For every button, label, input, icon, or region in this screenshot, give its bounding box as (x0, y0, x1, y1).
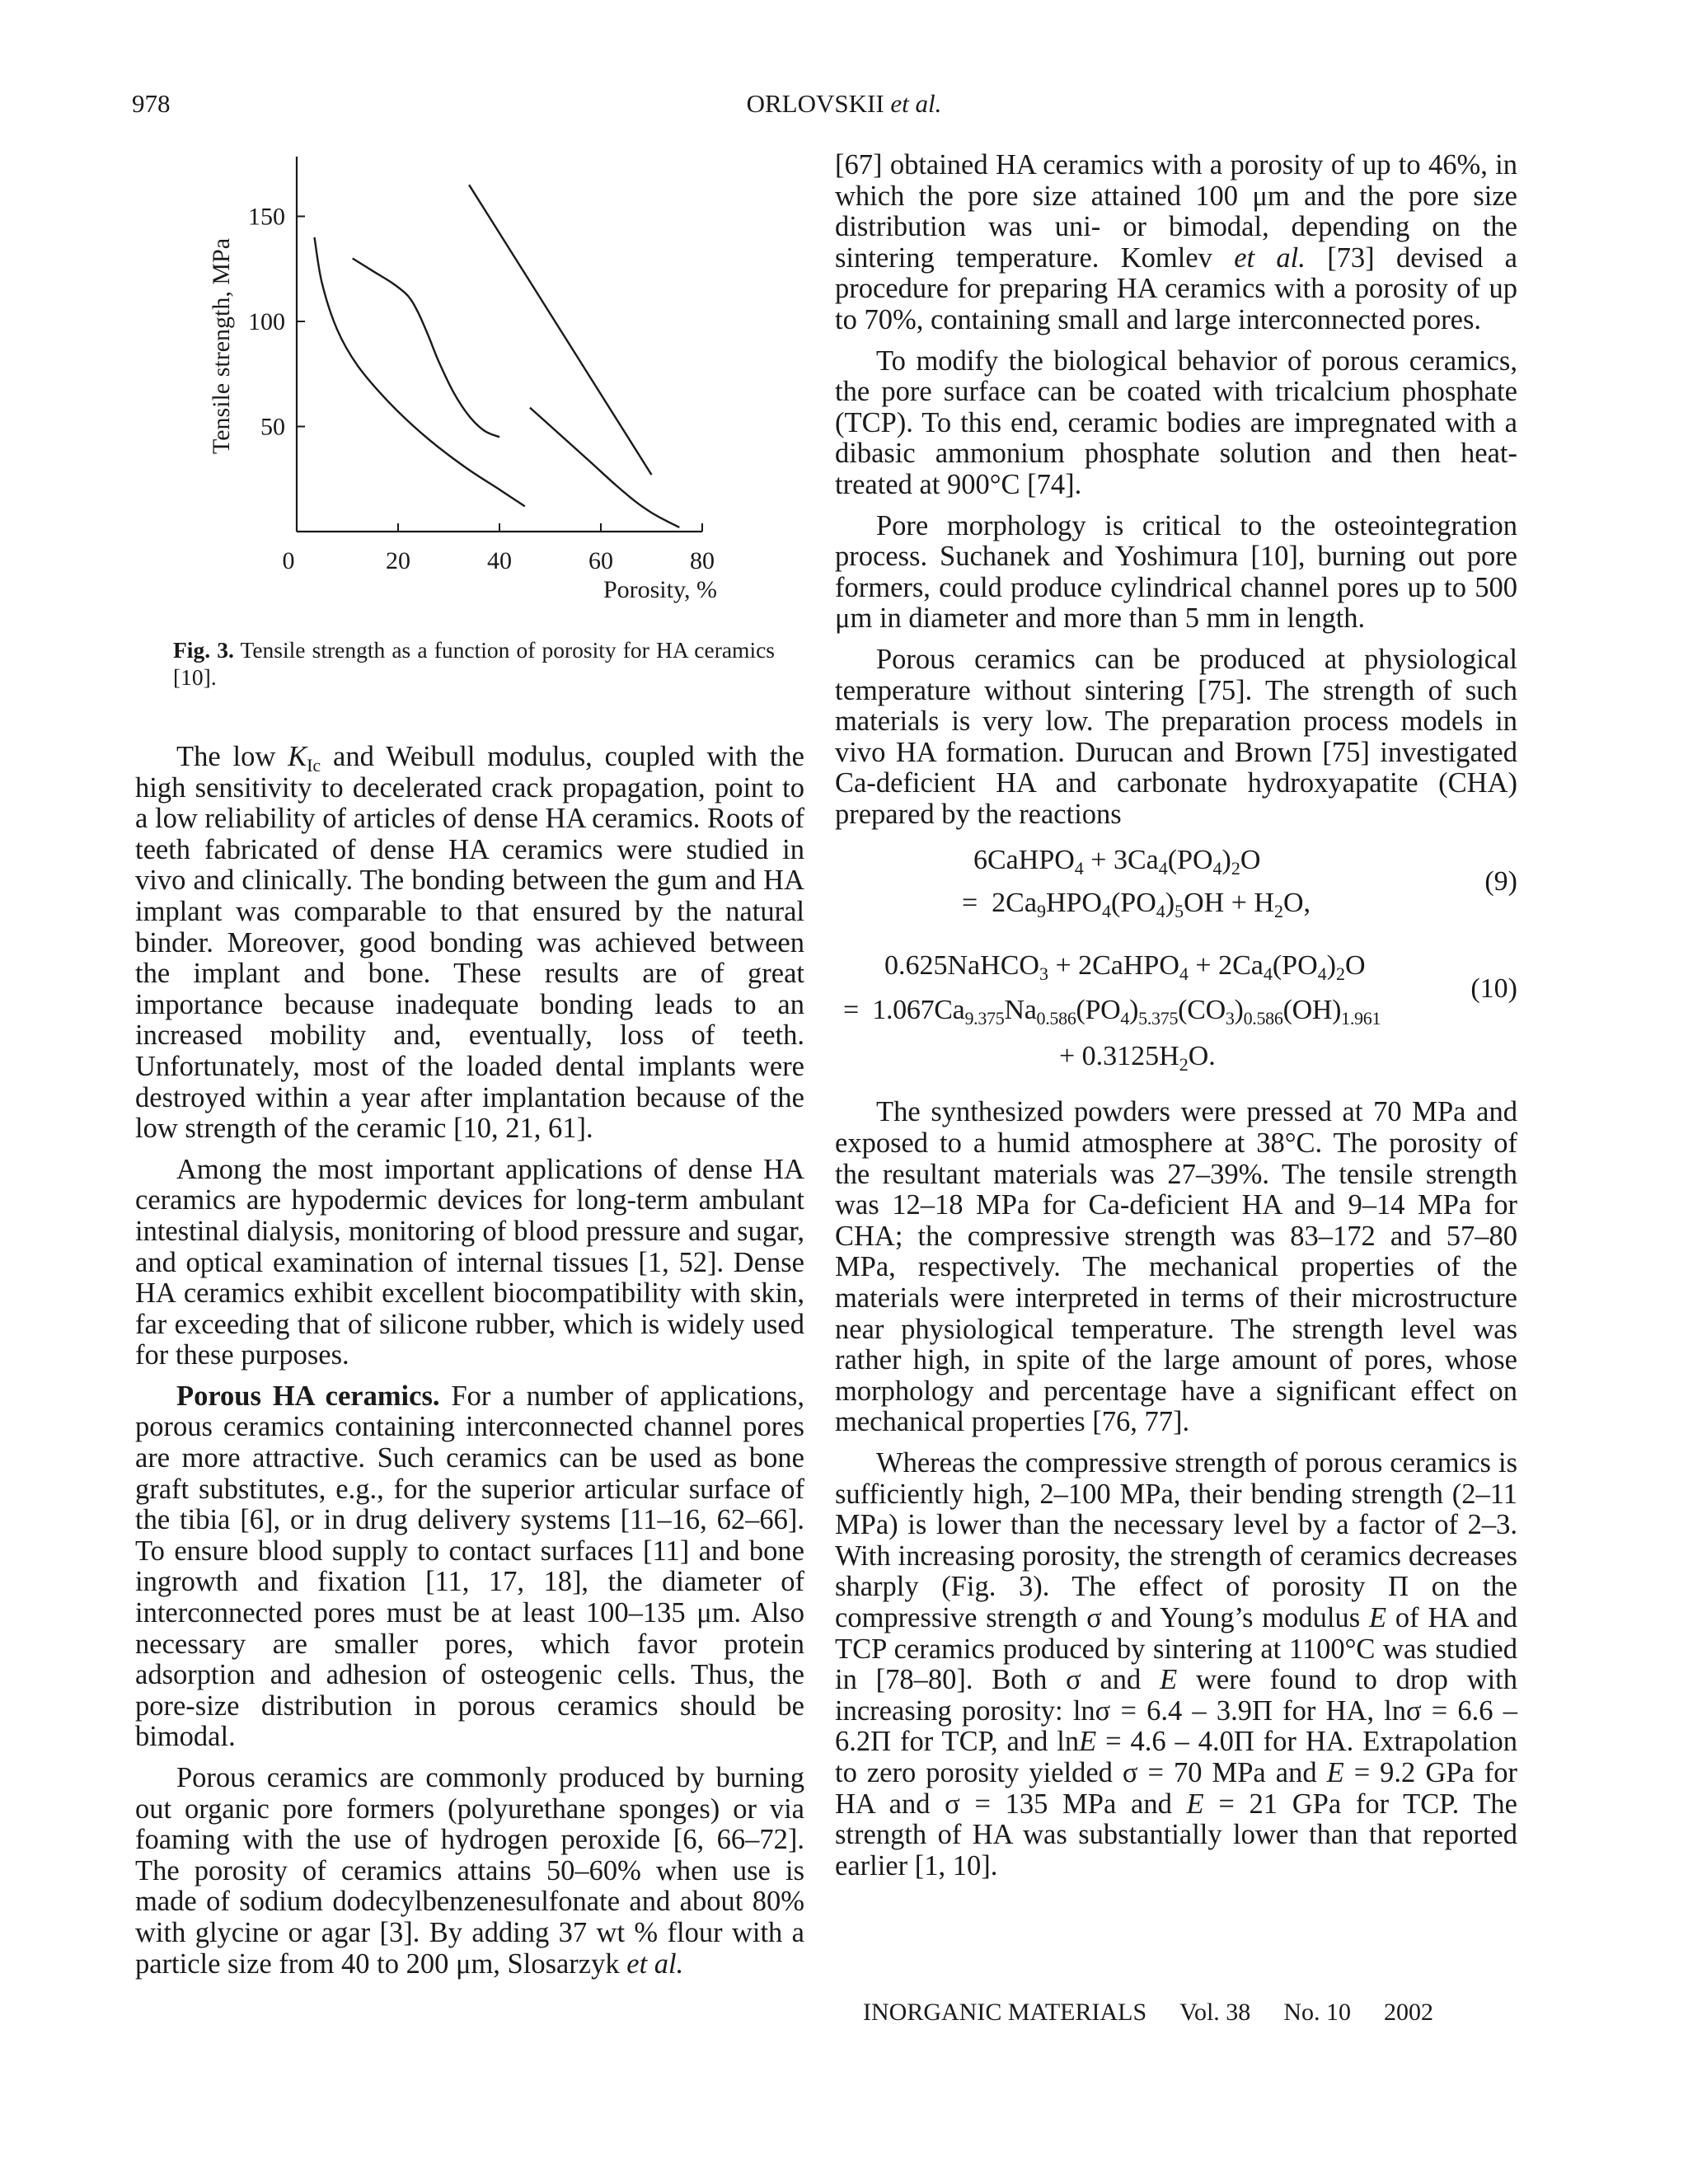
equation-10-line-1: 0.625NaHCO$_3$ + 2CaHPO$_4$ + $2Ca_4(PO_4)_2O$ (884, 950, 1366, 985)
equations-block (835, 840, 1517, 1097)
left-paragraph-4 (135, 1763, 804, 1980)
left-p4-etal: et al. (626, 1947, 684, 1980)
equation-9-number: (9) (1484, 866, 1517, 898)
x-tick-label: 60 (588, 547, 613, 574)
youngs-modulus-symbol: E (1160, 1664, 1178, 1696)
youngs-modulus-symbol: E (1368, 1601, 1387, 1633)
right-paragraph-1 (835, 150, 1517, 336)
left-paragraph-2: Among the most important applications of dense HA ceramics are hypodermic devices for long-term ambulant intestinal dialysis, monitoring of blood pressure and sugar, and optical examination of internal tissues [1, 52]. Dense HA ceramics exhibit excellent biocompatibility with skin, far exceeding that of silicone rubber, which is widely used for these purposes. (135, 1153, 804, 1371)
right-paragraph-2: To modify the biological behavior of porous ceramics, the pore surface can be coated with tricalcium phosphate (TCP). To this end, ceramic bodies are impregnated with a dibasic ammonium phosphate solution and then heat-treated at 900°C [74]. (835, 344, 1517, 500)
right-paragraph-4: Porous ceramics can be produced at physiological temperature without sintering [75]. The strength of such materials is very low. The preparation process models in vivo HA formation. Durucan and Brown [75] investigated Ca-deficient HA and carbonate hydroxyapatite (CHA) prepared by the reactions (835, 643, 1517, 830)
figure-3 (148, 148, 775, 618)
right-column (835, 150, 1517, 1891)
left-p1-rest: and Weibull modulus, coupled with the high sensitivity to decelerated crack propagation, point to a low reliability of articles of dense HA ceramics. Roots of teeth fabricated of dense HA ceramics were studied in vivo and clinically. The bonding between the gum and HA implant was comparable to that ensured by the natural binder. Moreover, good bonding was achieved between the implant and bone. These results are of great importance because inadequate bonding leads to an increased mobility and, eventually, loss of teeth. Unfortunately, most of the loaded dental implants were destroyed within a year after implantation because of the low strength of the ceramic [10, 21, 61]. (135, 741, 804, 1145)
right-p6-f: = 21 GPa for TCP. The strength of HA was substantially lower than that reported earlier [1, 10]. (835, 1788, 1517, 1882)
footer-number: No. 10 (1283, 1999, 1351, 2026)
footer-volume: Vol. 38 (1179, 1999, 1251, 2026)
x-tick-label: 0 (282, 547, 295, 574)
x-tick-label: 80 (690, 547, 715, 574)
page-number: 978 (132, 89, 171, 118)
right-p1-rest: [73] devised a procedure for preparing HA ceramics with a porosity of up to 70%, containing small and large interconnected pores. (835, 241, 1517, 335)
right-p6-e: = 9.2 GPa for HA and σ = 135 MPa and (835, 1756, 1517, 1820)
figure-caption (173, 636, 775, 691)
running-head-etal: et al. (890, 89, 942, 118)
left-p4-text: Porous ceramics are commonly produced by burning out organic pore formers (polyurethane sponges) or via foaming with the use of hydrogen peroxide [6, 66–72]. The porosity of ceramics attains 50–60% when use is made of sodium dodecylbenzenesulfonate and about 80% with glycine or agar [3]. By adding 37 wt % flour with a particle size from 40 to 200 μm, Slosarzyk (135, 1762, 804, 1980)
right-paragraph-3: Pore morphology is critical to the osteointegration process. Suchanek and Yoshimura [10], burning out pore formers, could produce cylindrical channel pores up to 500 μm in diameter and more than 5 mm in length. (835, 509, 1517, 635)
x-tick-label: 40 (487, 547, 512, 574)
right-p6-a: Whereas the compressive strength of porous ceramics is sufficiently high, 2–100 MPa, their bending strength (2–11 MPa) is lower than the necessary level by a factor of 2–3. With increasing porosity, the strength of ceramics decreases sharply (Fig. 3). The effect of porosity Π on the compressive strength σ and Young’s modulus (835, 1447, 1517, 1633)
series-curve-4 (530, 408, 679, 527)
youngs-modulus-symbol: E (1326, 1756, 1344, 1788)
equation-9-line-2: = $2Ca_9HPO_4(PO_4)_5OH + H_2O$, (962, 888, 1311, 922)
y-axis-label: Tensile strength, MPa (208, 237, 235, 455)
y-tick-label: 100 (248, 308, 285, 335)
section-runin-heading: Porous HA ceramics. (176, 1380, 440, 1412)
footer-year: 2002 (1383, 1999, 1433, 2026)
left-p3-text: For a number of applications, porous ceramics containing interconnected channel pores are more attractive. Such ceramics can be used as bone graft substitutes, e.g., for the superior articular surface of the tibia [6], or in drug delivery systems [11–16, 62–66]. To ensure blood supply to contact surfaces [11] and bone ingrowth and fixation [11, 17, 18], the diameter of interconnected pores must be at least 100–135 μm. Also necessary are smaller pores, which favor protein adsorption and adhesion of osteogenic cells. Thus, the pore-size distribution in porous ceramics should be bimodal. (135, 1380, 804, 1753)
youngs-modulus-symbol: E (1079, 1726, 1097, 1758)
right-paragraph-6 (835, 1448, 1517, 1882)
series-curve-1 (315, 237, 525, 506)
kic-subscript: Ic (307, 755, 321, 776)
series-curve-2 (353, 259, 499, 438)
right-p1-etal: et al. (1234, 241, 1306, 274)
series-curve-3 (469, 185, 651, 475)
equation-10-number: (10) (1470, 973, 1517, 1005)
figure-caption-label: Fig. 3. (173, 637, 234, 663)
left-paragraph-3 (135, 1381, 804, 1753)
left-p1-start: The low (176, 741, 288, 772)
y-tick-label: 150 (248, 203, 285, 231)
right-p6-d: = 4.6 – 4.0Π for HA. Extrapolation to zero porosity yielded σ = 70 MPa and (835, 1726, 1517, 1788)
running-head (0, 89, 1688, 119)
right-p6-c: were found to drop with increasing porosity: lnσ = 6.4 – 3.9Π for HA, lnσ = 6.6 – 6.2Π for TCP, and ln (835, 1664, 1517, 1758)
right-paragraph-5: The synthesized powders were pressed at 70 MPa and exposed to a humid atmosphere at 38°C. The porosity of the resultant materials was 27–39%. The tensile strength was 12–18 MPa for Ca-deficient HA and 9–14 MPa for CHA; the compressive strength was 83–172 and 57–80 MPa, respectively. The mechanical properties of the materials were interpreted in terms of their microstructure near physiological temperature. The strength level was rather high, in spite of the large amount of pores, whose morphology and percentage have a significant effect on mechanical properties [76, 77]. (835, 1096, 1517, 1438)
y-tick-label: 50 (260, 413, 285, 441)
equation-10-line-3: + $0.3125H_2O$. (1059, 1041, 1216, 1076)
journal-footer (863, 1999, 1433, 2027)
left-paragraph-1 (135, 742, 804, 1145)
right-p1-start: [67] obtained HA ceramics with a porosity of up to 46%, in which the pore size attained 100 μm and the pore size distribution was uni- or bimodal, depending on the sintering temperature. Komlev (835, 149, 1517, 274)
x-axis-label: Porosity, % (603, 576, 717, 603)
equation-10-line-2: = $1.067Ca_{9.375}Na_{0.586}(PO_4)_{5.375}(CO_3)_{0.586}(OH)_{1.961}$ (843, 995, 1381, 1029)
footer-journal: INORGANIC MATERIALS (863, 1999, 1147, 2026)
left-column (135, 742, 804, 1990)
tensile-strength-chart (148, 148, 775, 618)
youngs-modulus-symbol: E (1186, 1788, 1204, 1820)
running-head-author: ORLOVSKII (746, 89, 884, 118)
right-p6-b: of HA and TCP ceramics produced by sintering at 1100°C was studied in [78–80]. Both σ and (835, 1601, 1518, 1696)
figure-caption-text: Tensile strength as a function of porosity for HA ceramics [10]. (173, 637, 775, 690)
equation-9-line-1: 6CaHPO$_4$ + $3Ca_4(PO_4)_2O$ (973, 845, 1261, 879)
x-tick-label: 20 (386, 547, 410, 574)
kic-symbol: K (288, 741, 307, 772)
